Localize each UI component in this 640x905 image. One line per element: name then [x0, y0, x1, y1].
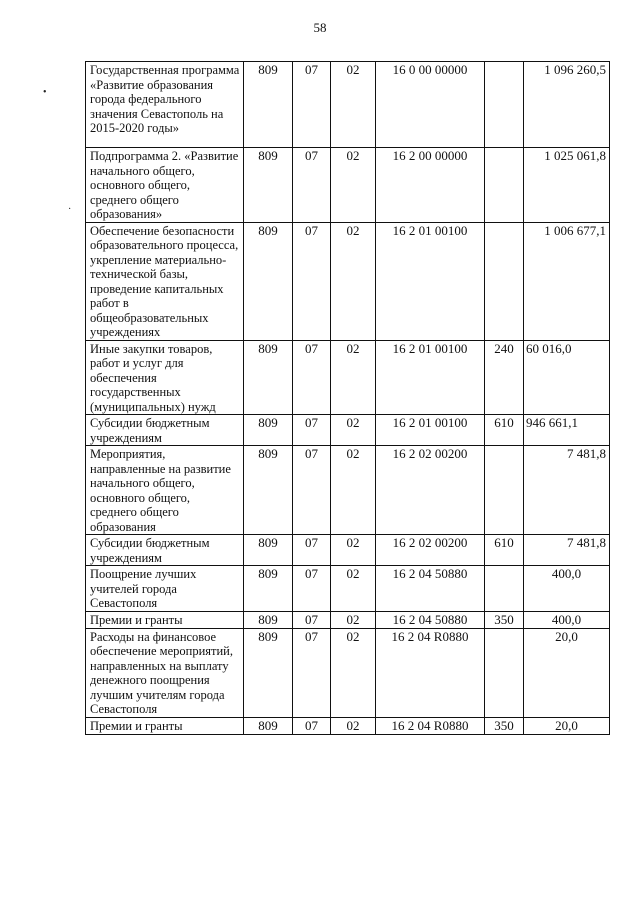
expense-type-code: 610	[485, 535, 524, 566]
table-row	[86, 717, 610, 734]
expense-type-code: 240	[485, 340, 524, 415]
subsection-code: 02	[331, 415, 376, 446]
table-row	[86, 148, 610, 223]
expense-type-code: 350	[485, 611, 524, 628]
expense-type-code: 350	[485, 717, 524, 734]
ministry-code: 809	[244, 535, 293, 566]
section-code: 07	[293, 611, 331, 628]
ministry-code: 809	[244, 446, 293, 535]
section-code: 07	[293, 717, 331, 734]
item-name: Расходы на финансовое обеспечение мероприятий, направленных на выплату денежного поощрения лучшим учителям города Севастополя	[86, 628, 244, 717]
target-code: 16 2 04 R0880	[376, 717, 485, 734]
amount: 60 016,0	[524, 340, 610, 415]
expense-type-code	[485, 628, 524, 717]
page-number: 58	[313, 20, 327, 35]
subsection-code: 02	[331, 148, 376, 223]
item-name: Обеспечение безопасности образовательного процесса, укрепление материально-технической базы, проведение капитальных работ в общеобразовательных учреждениях	[86, 222, 244, 340]
subsection-code: 02	[331, 446, 376, 535]
item-name: Мероприятия, направленные на развитие начального общего, основного общего, среднего общего образования	[86, 446, 244, 535]
ministry-code: 809	[244, 340, 293, 415]
subsection-code: 02	[331, 340, 376, 415]
section-code: 07	[293, 566, 331, 612]
expense-type-code	[485, 62, 524, 148]
item-name: Поощрение лучших учителей города Севастополя	[86, 566, 244, 612]
subsection-code: 02	[331, 62, 376, 148]
target-code: 16 2 01 00100	[376, 340, 485, 415]
amount: 400,0	[524, 611, 610, 628]
table-row	[86, 535, 610, 566]
table-row	[86, 446, 610, 535]
table-row	[86, 628, 610, 717]
expense-type-code	[485, 566, 524, 612]
target-code: 16 2 04 50880	[376, 611, 485, 628]
item-name: Субсидии бюджетным учреждениям	[86, 535, 244, 566]
section-code: 07	[293, 340, 331, 415]
section-code: 07	[293, 222, 331, 340]
target-code: 16 2 00 00000	[376, 148, 485, 223]
amount: 7 481,8	[524, 446, 610, 535]
table-row	[86, 611, 610, 628]
table-row	[86, 340, 610, 415]
expense-type-code	[485, 148, 524, 223]
ministry-code: 809	[244, 62, 293, 148]
item-name: Премии и гранты	[86, 611, 244, 628]
amount: 20,0	[524, 717, 610, 734]
item-name: Субсидии бюджетным учреждениям	[86, 415, 244, 446]
expense-type-code: 610	[485, 415, 524, 446]
subsection-code: 02	[331, 535, 376, 566]
target-code: 16 2 01 00100	[376, 222, 485, 340]
amount: 946 661,1	[524, 415, 610, 446]
amount: 20,0	[524, 628, 610, 717]
target-code: 16 0 00 00000	[376, 62, 485, 148]
target-code: 16 2 04 R0880	[376, 628, 485, 717]
table-row	[86, 222, 610, 340]
ministry-code: 809	[244, 148, 293, 223]
scan-speck: •	[43, 87, 47, 98]
amount: 1 025 061,8	[524, 148, 610, 223]
ministry-code: 809	[244, 611, 293, 628]
table-row	[86, 415, 610, 446]
subsection-code: 02	[331, 566, 376, 612]
ministry-code: 809	[244, 415, 293, 446]
target-code: 16 2 01 00100	[376, 415, 485, 446]
expense-type-code	[485, 222, 524, 340]
subsection-code: 02	[331, 717, 376, 734]
ministry-code: 809	[244, 566, 293, 612]
section-code: 07	[293, 535, 331, 566]
table-row	[86, 62, 610, 148]
section-code: 07	[293, 62, 331, 148]
amount: 1 006 677,1	[524, 222, 610, 340]
target-code: 16 2 04 50880	[376, 566, 485, 612]
item-name: Иные закупки товаров, работ и услуг для обеспечения государственных (муниципальных) нужд	[86, 340, 244, 415]
expense-type-code	[485, 446, 524, 535]
ministry-code: 809	[244, 222, 293, 340]
ministry-code: 809	[244, 628, 293, 717]
subsection-code: 02	[331, 628, 376, 717]
amount: 1 096 260,5	[524, 62, 610, 148]
budget-table	[85, 61, 610, 735]
subsection-code: 02	[331, 222, 376, 340]
section-code: 07	[293, 148, 331, 223]
section-code: 07	[293, 628, 331, 717]
subsection-code: 02	[331, 611, 376, 628]
section-code: 07	[293, 446, 331, 535]
item-name: Премии и гранты	[86, 717, 244, 734]
section-code: 07	[293, 415, 331, 446]
item-name: Государственная программа «Развитие образования города федерального значения Севастополь на 2015-2020 годы»	[86, 62, 244, 148]
item-name: Подпрограмма 2. «Развитие начального общего, основного общего, среднего общего образования»	[86, 148, 244, 223]
amount: 7 481,8	[524, 535, 610, 566]
table-row	[86, 566, 610, 612]
scan-speck: ·	[68, 204, 72, 215]
ministry-code: 809	[244, 717, 293, 734]
target-code: 16 2 02 00200	[376, 535, 485, 566]
amount: 400,0	[524, 566, 610, 612]
target-code: 16 2 02 00200	[376, 446, 485, 535]
